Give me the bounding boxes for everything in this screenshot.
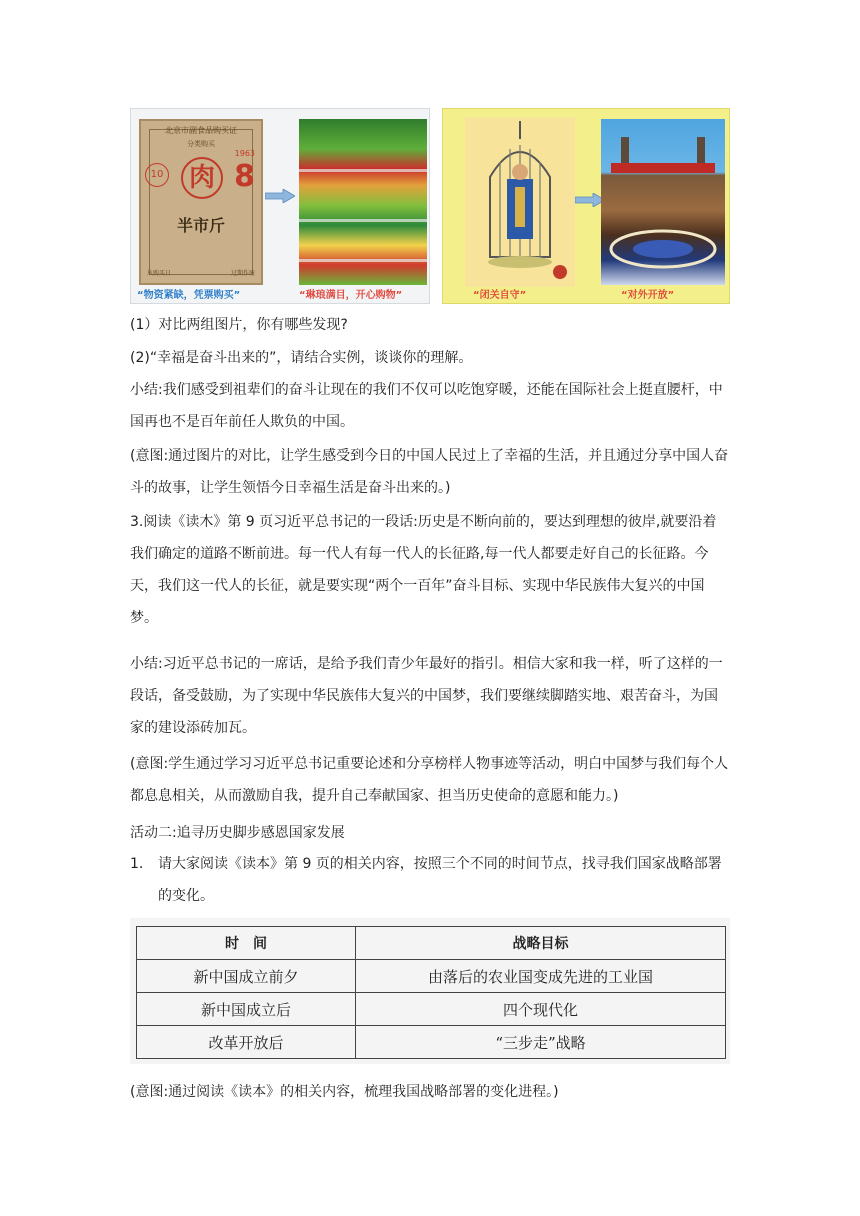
- table-header-time: 时 间: [137, 927, 356, 960]
- table-row: [137, 960, 726, 993]
- table-cell-time: 改革开放后: [137, 1026, 356, 1059]
- intent-paragraph-2: (意图:学生通过学习习近平总书记重要论述和分享榜样人物事迹等活动，明白中国梦与我们每个人都息息相关，从而激励自我，提升自己奉献国家、担当历史使命的意愿和能力。): [130, 756, 729, 804]
- strategy-table-image: [130, 918, 730, 1064]
- group-one-panel: [130, 108, 430, 304]
- ticket-subheader: 分类购买: [187, 140, 215, 148]
- question-1: (1）对比两组图片，你有哪些发现?: [130, 317, 348, 333]
- ticket-meat-char: 肉: [181, 157, 223, 199]
- ticket-number: 8: [234, 159, 255, 194]
- table-cell-goal: 四个现代化: [356, 993, 726, 1026]
- activity-2-heading: 活动二:追寻历史脚步感恩国家发展: [130, 825, 345, 841]
- table-cell-goal: 由落后的农业国变成先进的工业国: [356, 960, 726, 993]
- strategy-table: [136, 926, 726, 1059]
- vegetable-market-photo: [299, 119, 427, 285]
- ration-ticket-image: [139, 119, 263, 285]
- table-header-goal: 战略目标: [356, 927, 726, 960]
- list-item-text: 请大家阅读《读本》第 9 页的相关内容，按照三个不同的时间节点，找寻我们国家战略部署的变化。: [158, 856, 722, 904]
- table-cell-time: 新中国成立前夕: [137, 960, 356, 993]
- reading-paragraph-3: 3.阅读《读木》第 9 页习近平总书记的一段话:历史是不断向前的，要达到理想的彼岸,就要沿着我们确定的道路不断前进。每一代人有每一代人的长征路,每一代人都要走好自己的长征路。今天，我们这一代人的长征，就是要实现“两个一百年”奋斗目标、实现中华民族伟大复兴的中国梦。: [130, 514, 717, 626]
- ticket-weight: 半市斤: [176, 216, 225, 235]
- intent-paragraph-1: (意图:通过图片的对比，让学生感受到今日的中国人民过上了幸福的生活，并且通过分享中国人奋斗的故事，让学生领悟今日幸福生活是奋斗出来的。): [130, 448, 729, 496]
- ticket-id: 10: [145, 163, 169, 187]
- caption-happy-shopping: “琳琅满目，开心购物”: [299, 290, 403, 301]
- summary-paragraph-1: 小结:我们感受到祖辈们的奋斗让现在的我们不仅可以吃饱穿暖，还能在国际社会上挺直腰杆，中国再也不是百年前任人欺负的中国。: [130, 382, 723, 430]
- caption-opening-up: “对外开放”: [621, 290, 675, 301]
- closed-door-cartoon-image: [465, 117, 575, 287]
- ticket-year: 1963: [234, 149, 255, 158]
- question-2: (2)“幸福是奋斗出来的”，请结合实例，谈谈你的理解。: [130, 350, 473, 366]
- shelf-line: [299, 219, 427, 222]
- comparison-image-strip: [130, 108, 730, 304]
- caption-closed-door: “闭关自守”: [473, 290, 527, 301]
- ticket-footer-right: 过期作废: [230, 270, 255, 277]
- opening-up-conference-photo: [601, 119, 725, 285]
- ticket-footer: [141, 268, 261, 277]
- caption-scarce-goods: “物资紧缺，凭票购买”: [137, 290, 241, 301]
- table-header-row: [137, 927, 726, 960]
- table-row: [137, 1026, 726, 1059]
- conference-hall-icon: [601, 119, 725, 285]
- list-item-number: 1.: [130, 856, 144, 872]
- table-cell-goal: “三步走”战略: [356, 1026, 726, 1059]
- ticket-header: 北京市副食品购买证: [165, 126, 237, 135]
- birdcage-icon: [465, 117, 575, 287]
- table-row: [137, 993, 726, 1026]
- ticket-footer-left: 从购买日: [147, 270, 172, 277]
- intent-paragraph-3: (意图:通过阅读《读本》的相关内容，梳理我国战略部署的变化进程。): [130, 1084, 559, 1100]
- table-cell-time: 新中国成立后: [137, 993, 356, 1026]
- group-two-panel: [442, 108, 730, 304]
- shelf-line: [299, 259, 427, 262]
- summary-paragraph-2: 小结:习近平总书记的一席话，是给予我们青少年最好的指引。相信大家和我一样，听了这样的一段话，备受鼓励，为了实现中华民族伟大复兴的中国梦，我们要继续脚踏实地、艰苦奋斗，为国家的建设添砖加瓦。: [130, 656, 723, 736]
- arrow-right-icon: [265, 189, 295, 203]
- shelf-line: [299, 169, 427, 172]
